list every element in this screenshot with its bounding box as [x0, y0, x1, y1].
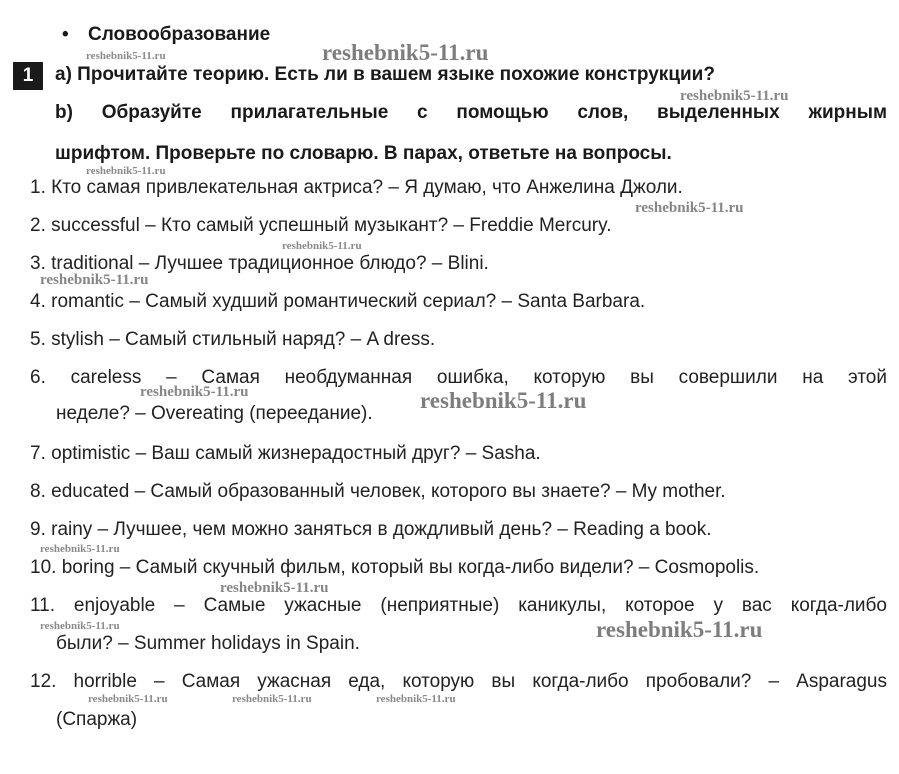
watermark-large: reshebnik5-11.ru — [596, 617, 763, 642]
section-title: Словообразование — [88, 24, 271, 45]
watermark: reshebnik5-11.ru — [88, 693, 168, 705]
section-heading — [62, 24, 270, 46]
watermark: reshebnik5-11.ru — [635, 200, 744, 216]
watermark-large: reshebnik5-11.ru — [322, 40, 489, 65]
task-part-a: a) Прочитайте теорию. Есть ли в вашем языке похожие конструкции? — [55, 64, 715, 85]
list-item-10: 10. boring – Самый скучный фильм, который вы когда-либо видели? – Cosmopolis. — [30, 557, 760, 578]
list-item-4: 4. romantic – Самый худший романтический сериал? – Santa Barbara. — [30, 291, 646, 312]
list-item-5: 5. stylish – Самый стильный наряд? – A dress. — [30, 329, 436, 350]
watermark: reshebnik5-11.ru — [86, 165, 166, 177]
watermark: reshebnik5-11.ru — [40, 543, 120, 555]
list-item-3: 3. traditional – Лучшее традиционное блюдо? – Blini. — [30, 253, 489, 274]
task-part-b-line1: b) Образуйте прилагательные с помощью слов, выделенных жирным — [55, 102, 887, 123]
list-item-8: 8. educated – Самый образованный человек, которого вы знаете? – My mother. — [30, 481, 726, 502]
watermark: reshebnik5-11.ru — [376, 693, 456, 705]
task-number-badge: 1 — [13, 62, 43, 90]
watermark: reshebnik5-11.ru — [140, 384, 249, 400]
list-item-7: 7. optimistic – Ваш самый жизнерадостный друг? – Sasha. — [30, 443, 541, 464]
watermark-large: reshebnik5-11.ru — [420, 388, 587, 413]
list-item-12-line1: 12. horrible – Самая ужасная еда, которую вы когда-либо пробовали? – Asparagus — [30, 671, 887, 692]
list-item-2: 2. successful – Кто самый успешный музыкант? – Freddie Mercury. — [30, 215, 612, 236]
list-item-11-line1: 11. enjoyable – Самые ужасные (неприятные) каникулы, которое у вас когда-либо — [30, 595, 887, 616]
bullet-icon: • — [62, 24, 69, 45]
watermark: reshebnik5-11.ru — [232, 693, 312, 705]
list-item-6-line1: 6. careless – Самая необдуманная ошибка, которую вы совершили на этой — [30, 367, 887, 388]
watermark: reshebnik5-11.ru — [40, 272, 149, 288]
watermark: reshebnik5-11.ru — [680, 88, 789, 104]
list-item-12-line2: (Спаржа) — [56, 709, 138, 730]
list-item-9: 9. rainy – Лучшее, чем можно заняться в дождливый день? – Reading a book. — [30, 519, 712, 540]
watermark: reshebnik5-11.ru — [220, 580, 329, 596]
watermark: reshebnik5-11.ru — [40, 620, 120, 632]
list-item-11-line2: были? – Summer holidays in Spain. — [56, 633, 360, 654]
watermark: reshebnik5-11.ru — [86, 50, 166, 62]
watermark: reshebnik5-11.ru — [282, 240, 362, 252]
list-item-6-line2: неделе? – Overeating (переедание). — [56, 403, 373, 424]
list-item-1: 1. Кто самая привлекательная актриса? – Я думаю, что Анжелина Джоли. — [30, 177, 683, 198]
task-part-b-line2: шрифтом. Проверьте по словарю. В парах, ответьте на вопросы. — [55, 143, 672, 164]
